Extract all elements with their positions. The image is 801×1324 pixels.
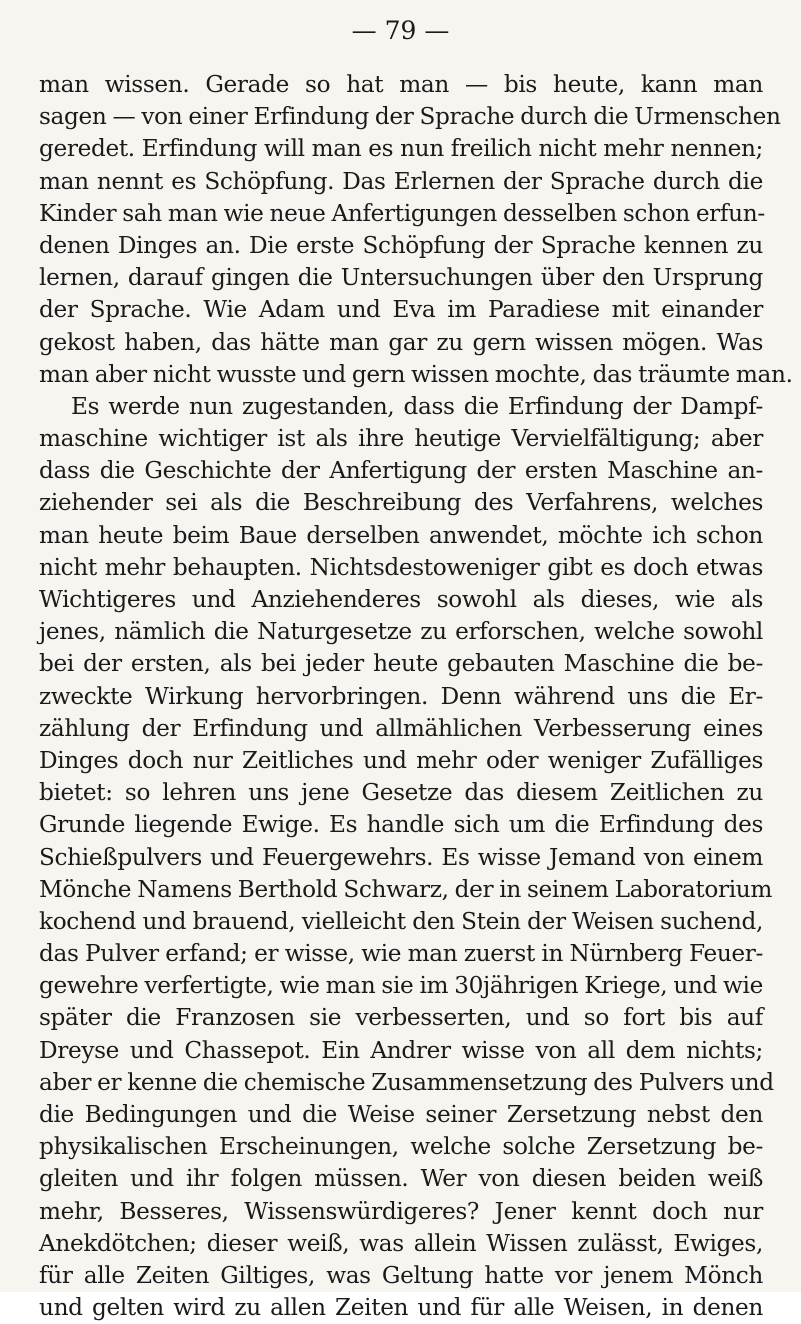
text-line: Dinges doch nur Zeitliches und mehr oder weniger Zufälliges: [39, 746, 763, 774]
text-line: bietet: so lehren uns jene Gesetze das diesem Zeitlichen zu: [39, 779, 763, 807]
text-line: nicht mehr behaupten. Nichtsdestoweniger gibt es doch etwas: [39, 553, 763, 581]
text-line: man aber nicht wusste und gern wissen mochte, das träumte man.: [39, 360, 793, 388]
text-line: und gelten wird zu allen Zeiten und für alle Weisen, in denen: [39, 1294, 763, 1322]
text-line: geredet. Erfindung will man es nun freilich nicht mehr nennen;: [39, 135, 763, 163]
text-line: gewehre verfertigte, wie man sie im 30jährigen Kriege, und wie: [39, 972, 763, 1000]
text-line: gleiten und ihr folgen müssen. Wer von diesen beiden weiß: [39, 1165, 763, 1193]
text-line: Wichtigeres und Anziehenderes sowohl als dieses, wie als: [39, 586, 763, 613]
text-line: aber er kenne die chemische Zusammensetzung des Pulvers und: [39, 1068, 774, 1096]
text-line: für alle Zeiten Giltiges, was Geltung hatte vor jenem Mönch: [39, 1261, 763, 1289]
text-line: lernen, darauf gingen die Untersuchungen über den Ursprung: [39, 264, 763, 292]
text-line: zählung der Erfindung und allmählichen Verbesserung eines: [39, 714, 763, 742]
body-text: [39, 69, 793, 1324]
text-line: denen Dinges an. Die erste Schöpfung der Sprache kennen zu: [39, 231, 763, 259]
text-line: jenes, nämlich die Naturgesetze zu erforschen, welche sowohl: [39, 618, 763, 646]
text-line: Kinder sah man wie neue Anfertigungen desselben schon erfun-: [39, 199, 765, 227]
text-line: später die Franzosen sie verbesserten, und so fort bis auf: [39, 1004, 763, 1032]
text-line: bei der ersten, als bei jeder heute gebauten Maschine die be-: [39, 650, 763, 678]
text-line: sagen — von einer Erfindung der Sprache durch die Urmenschen: [39, 103, 781, 131]
text-line: Mönche Namens Berthold Schwarz, der in seinem Laboratorium: [39, 875, 773, 903]
text-line: Anekdötchen; dieser weiß, was allein Wissen zulässt, Ewiges,: [39, 1229, 763, 1257]
text-line: der Sprache. Wie Adam und Eva im Paradiese mit einander: [39, 296, 763, 324]
text-line: die Bedingungen und die Weise seiner Zersetzung nebst den: [39, 1101, 763, 1128]
text-line: gekost haben, das hätte man gar zu gern wissen mögen. Was: [39, 328, 763, 356]
text-line: Dreyse und Chassepot. Ein Andrer wisse von all dem nichts;: [39, 1036, 763, 1064]
text-line: mehr, Besseres, Wissenswürdigeres? Jener kennt doch nur: [39, 1197, 763, 1225]
text-line: man wissen. Gerade so hat man — bis heute, kann man: [39, 71, 763, 98]
text-line: dass die Geschichte der Anfertigung der ersten Maschine an-: [39, 457, 763, 485]
text-line: ziehender sei als die Beschreibung des Verfahrens, welches: [39, 489, 763, 517]
text-line: Grunde liegende Ewige. Es handle sich um die Erfindung des: [39, 811, 763, 839]
text-line: das Pulver erfand; er wisse, wie man zuerst in Nürnberg Feuer-: [39, 940, 763, 968]
text-line: kochend und brauend, vielleicht den Stein der Weisen suchend,: [39, 907, 763, 935]
text-line: man heute beim Baue derselben anwendet, möchte ich schon: [39, 521, 763, 549]
text-line: physikalischen Erscheinungen, welche solche Zersetzung be-: [39, 1133, 763, 1161]
page-number: — 79 —: [351, 16, 450, 45]
text-line: Es werde nun zugestanden, dass die Erfindung der Dampf-: [71, 392, 763, 420]
text-line: Schießpulvers und Feuergewehrs. Es wisse Jemand von einem: [39, 843, 763, 871]
text-line: maschine wichtiger ist als ihre heutige Vervielfältigung; aber: [39, 425, 763, 453]
text-line: man nennt es Schöpfung. Das Erlernen der Sprache durch die: [39, 167, 763, 195]
text-line: zweckte Wirkung hervorbringen. Denn während uns die Er-: [39, 682, 763, 710]
